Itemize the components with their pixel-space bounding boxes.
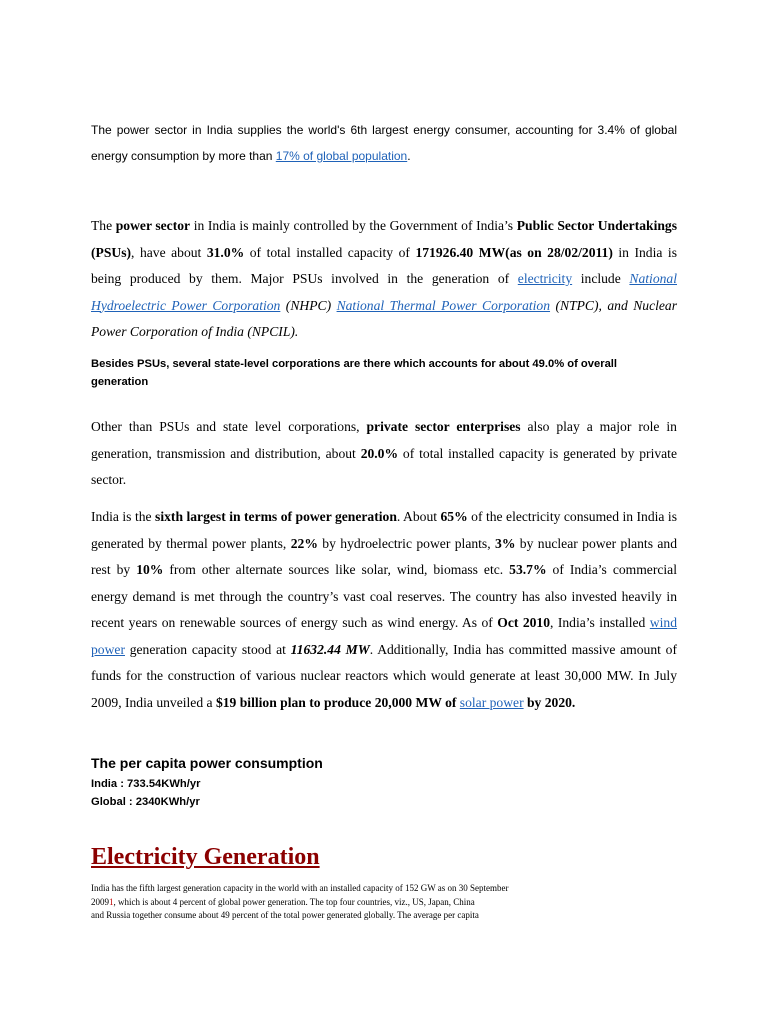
psu-text: of total installed capacity of [244,244,416,260]
psu-text: The [91,218,116,233]
electricity-generation-heading-text: Electricity Generation [91,844,320,870]
electricity-link[interactable]: electricity [517,271,573,286]
private-text: of total installed capacity is generated by private sector. [91,445,677,487]
per-capita-heading [91,755,677,771]
npcil-name: Nuclear Power Corporation of India [91,297,677,339]
psu-text: , have about [131,244,207,260]
generation-line-1 [91,882,651,896]
generation-text: India has the fifth largest generation capacity in the world with an installed capacity of 152 GW as on 30 September [91,883,509,893]
india-consumption: India : 733.54KWh/yr [91,778,201,790]
private-text: also play a major role in generation, transmission and distribution, about [91,419,677,461]
gen-text: generation capacity stood at [124,641,291,657]
global-population-link[interactable]: 17% of global population [275,149,408,163]
wind-power-link[interactable]: wind power [91,615,677,657]
state-corporations-note [91,355,677,391]
gen-bold: sixth largest in terms of power generation [155,509,397,524]
wind-capacity-value: 11632.44 MW [290,641,370,657]
psu-text: in India is being produced by them. Major PSUs involved in the generation of [91,244,677,286]
gen-bold: 3% [495,535,516,551]
gen-text: by nuclear power plants and rest by [91,535,678,577]
gen-bold: 22% [290,535,318,551]
psu-bold: 171926.40 MW(as on 28/02/2011) [415,244,613,260]
intro-period: . [407,149,411,163]
footnote-marker: 1 [109,896,114,907]
intro-text: The power sector in India supplies the world's 6th largest energy consumer, accounting for 3.4% of global energy consumption by more than [91,123,677,163]
per-capita-heading-text: The per capita power consumption [91,755,323,771]
psu-bold: Public Sector Undertakings (PSUs) [91,218,678,260]
private-text: Other than PSUs and state level corporations, [91,419,367,434]
gen-bold: 65% [440,509,468,524]
gen-text: of the electricity consumed in India is generated by thermal power plants, [91,509,677,551]
psu-text: (NHPC) [280,297,337,313]
electricity-generation-heading [91,844,677,871]
intro-paragraph [91,117,677,169]
psu-text: include [572,271,630,286]
psu-bold: power sector [115,218,191,233]
solar-power-link[interactable]: solar power [459,694,524,710]
private-sector-paragraph [91,414,677,494]
gen-bold: Oct 2010 [497,615,551,630]
gen-text: , India’s installed [550,615,650,630]
generation-line-3 [91,909,651,923]
psu-bold: 31.0% [206,244,245,260]
generation-text: and Russia together consume about 49 percent of the total power generated globally. The average per capita [91,910,479,920]
psu-text: in India is mainly controlled by the Government of India’s [190,218,517,233]
psu-paragraph [91,213,677,346]
gen-bold: $19 billion plan to produce 20,000 MW of [215,694,460,710]
generation-text: , which is about 4 percent of global power generation. The top four countries, viz., US, Japan, China [113,896,475,907]
generation-line-2 [91,896,651,910]
gen-text: of India’s commercial energy demand is met through the country’s vast coal reserves. The country has also invested heavily in recent years on renewable sources of energy such as wind energy. As of [91,562,677,630]
private-bold: private sector enterprises [366,419,521,434]
gen-bold: by 2020. [523,694,576,710]
generation-share-paragraph [91,504,677,716]
psu-text: (NPCIL). [243,324,299,339]
generation-text: 2009 [91,896,109,907]
per-capita-values [91,775,677,811]
nhpc-link[interactable]: National Hydroelectric Power Corporation [91,271,677,313]
gen-bold: 53.7% [509,562,547,577]
gen-text: India is the [91,509,156,524]
gen-text: by hydroelectric power plants, [317,535,496,551]
global-consumption: Global : 2340KWh/yr [91,796,200,808]
psu-text: (NTPC), and [550,297,634,313]
private-bold: 20.0% [360,445,399,461]
gen-bold: 10% [136,562,164,577]
state-corporations-text: Besides PSUs, several state-level corporations are there which accounts for about 49.0% of overall generation [91,358,618,388]
gen-text: . About [396,509,441,524]
ntpc-link[interactable]: National Thermal Power Corporation [336,297,551,313]
gen-text: . Additionally, India has committed massive amount of funds for the construction of various nuclear reactors which would generate at least 30,000 MW. In July 2009, India unveiled a [91,641,677,710]
generation-paragraph [91,882,651,923]
gen-text: from other alternate sources like solar, wind, biomass etc. [163,562,510,577]
